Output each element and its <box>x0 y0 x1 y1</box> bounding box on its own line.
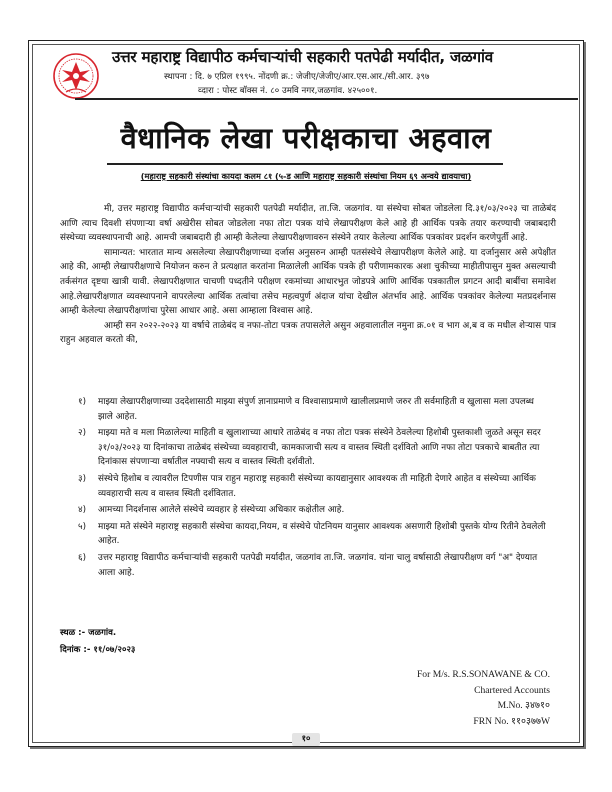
list-number: २) <box>78 428 87 439</box>
header-divider <box>75 98 578 100</box>
list-text: संस्थेचे हिशोब व त्यावरील टिपणीस पात्र राहुन महाराष्ट्र सहकारी संस्थेच्या कायद्यानुसार आवश्यक ती माहिती देणारे आहेत व संस्थेच्या आर्थिक व्यवहाराची सत्य व वास्तव स्थिती दर्शवितात. <box>98 473 536 499</box>
organization-address: व्दारा : पोस्ट बॉक्स नं. ८० उमवि नगर,जळगांव. ४२५००१. <box>198 86 378 96</box>
list-number: ४) <box>78 505 87 516</box>
frn-number: FRN No. ११०३७७W <box>473 715 550 727</box>
page-number: १० <box>292 733 320 746</box>
list-item <box>78 551 548 580</box>
list-item <box>78 395 548 424</box>
list-item <box>78 472 548 501</box>
report-body <box>60 202 556 348</box>
auditor-firm: For M/s. R.S.SONAWANE & CO. <box>416 669 550 680</box>
date-line: दिनांक :- ११/०७/२०२३ <box>60 645 136 655</box>
document-title: वैधानिक लेखा परीक्षकाचा अहवाल <box>120 121 492 155</box>
organization-name: उत्तर महाराष्ट्र विद्यापीठ कर्मचाऱ्यांची सहकारी पतपेढी मर्यादीत, जळगांव <box>112 48 493 66</box>
university-seal-icon <box>52 52 100 100</box>
signature-block <box>417 667 550 729</box>
findings-list <box>78 395 548 582</box>
paragraph: आम्ही सन २०२२-२०२३ या वर्षाचे ताळेबंद व नफा-तोटा पत्रक तपासलेले असुन अहवालातील नमुना क्र.०१ व भाग अ,ब व क मधील शेऱ्यास पात्र राहुन अहवाल करतो की, <box>60 320 556 346</box>
list-number: १) <box>78 397 87 407</box>
list-text: माझ्या मते व मला मिळालेल्या माहिती व खुलाशाच्या आधारे ताळेबंद व नफा तोटा पत्रक संस्थेने ठेवलेल्या हिशोबी पुस्तकाशी जुळते असून सदर ३१/०३/२०२३ या दिनांकाचा ताळेबंद संस्थेच्या व्यवहाराची, कामकाजाची सत्य व वास्तव स्थिती दर्शवितो आणि नफा तोटा पत्रकाचे बाबतीत त्या दिनांकास संपणाऱ्या वर्षातील नफ्याची सत्य व वास्तव स्थिती दर्शवीतो. <box>98 428 541 468</box>
establishment-info: स्थापना : दि. ७ एप्रिल १९९५. नोंदणी क्र.: जेजीए/जेजीए/आर.एस.आर./सी.आर. ३९७ <box>164 72 430 82</box>
list-number: ३) <box>78 473 87 484</box>
paragraph: सामान्यत: भारतात मान्य असलेल्या लेखापरीक्षणाच्या दर्जास अनुसरुन आम्ही पतसंस्थेचे लेखापरीक्षण केलेले आहे. या दर्जानुसार असे अपेक्षीत आहे की, आम्ही लेखापरीक्षणाचे नियोजन करुन ते प्रत्यक्षात करतांना मिळालेली आर्थिक पत्रके ही परीणामकारक अशा चुकीच्या माहीतीपासुन मुक्त असल्याची तर्कसंगत दृष्टया खात्री यावी. लेखापरीक्षणात चाचणी पध्दतीने परीक्षण रकमांच्या आधारभुत जोडपत्रे आणि आर्थिक पत्रकातील प्रगटन आदी बाबींचा समावेश आहे.लेखापरीक्षणात व्यवस्थापनाने वापरलेल्या आर्थिक तत्वांचा तसेच महत्वपुर्ण अंदाज यांचा देखील अंतर्भाव आहे. आर्थिक पत्रकांवर केलेल्या मतप्रदर्शनास आम्ही केलेल्या लेखापरीक्षणांचा पुरेसा आधार आहे. असा आम्हाला विश्वास आहे. <box>60 247 556 317</box>
title-underline <box>107 163 503 165</box>
list-number: ५) <box>78 521 87 532</box>
list-text: आमच्या निदर्शनास आलेले संस्थेचे व्यवहार हे संस्थेच्या अधिकार कक्षेतील आहे. <box>98 505 345 516</box>
list-text: माझ्या मते संस्थेने महाराष्ट्र सहकारी संस्थेचा कायदा,नियम, व संस्थेचे पोटनियम यानुसार आवश्यक असणारी हिशोबी पुस्तके योग्य रितीने ठेवलेली आहेत. <box>98 521 546 547</box>
list-item <box>78 426 548 470</box>
list-number: ६) <box>78 552 87 563</box>
auditor-designation: Chartered Accounts <box>474 684 550 696</box>
document-subtitle: (महाराष्ट्र सहकारी संस्थांचा कायदा कलम ८१ (५-ड आणि महाराष्ट्र सहकारी संस्थांचा नियम ६९ अन्वये द्यावयाचा) <box>140 171 472 181</box>
list-text: माझ्या लेखापरीक्षणाच्या उददेशासाठी माझ्या संपुर्ण ज्ञानाप्रमाणे व विश्वासाप्रमाणे खालीलप्रमाणे जरुर ती सर्वमाहिती व खुलासा मला उपलब्ध झाले आहेत. <box>98 397 534 422</box>
paragraph: मी, उत्तर महाराष्ट्र विद्यापीठ कर्मचाऱ्यांची सहकारी पतपेढी मर्यादीत, ता.जि. जळगांव. या संस्थेचा सोबत जोडलेला दि.३१/०३/२०२३ चा ताळेबंद आणि त्याच दिवशी संपणाऱ्या वर्षा अखेरीस सोबत जोडलेला नफा तोटा पत्रक यांचे लेखापरीक्षण केले आहे ही आर्थिक पत्रके तयार करण्याची जबाबदारी संस्थेच्या व्यवस्थापनाची आहे. आमची जबाबदारी ही आम्ही केलेल्या लेखापरीक्षणावरुन संस्थेने तयार केलेल्या आर्थिक पत्रकांवर प्रदर्शन करणेपुर्ती आहे. <box>60 204 556 244</box>
membership-number: M.No. ३४७१० <box>497 700 550 712</box>
list-text: उत्तर महाराष्ट्र विद्यापीठ कर्मचाऱ्यांची सहकारी पतपेढी मर्यादीत, जळगांव ता.जि. जळगांव. यांना चालु वर्षासाठी लेखापरीक्षण वर्ग "अ" देण्यात आला आहे. <box>98 552 538 578</box>
list-item <box>78 503 548 518</box>
list-item <box>78 520 548 549</box>
place-line: स्थळ :- जळगांव. <box>60 628 117 638</box>
